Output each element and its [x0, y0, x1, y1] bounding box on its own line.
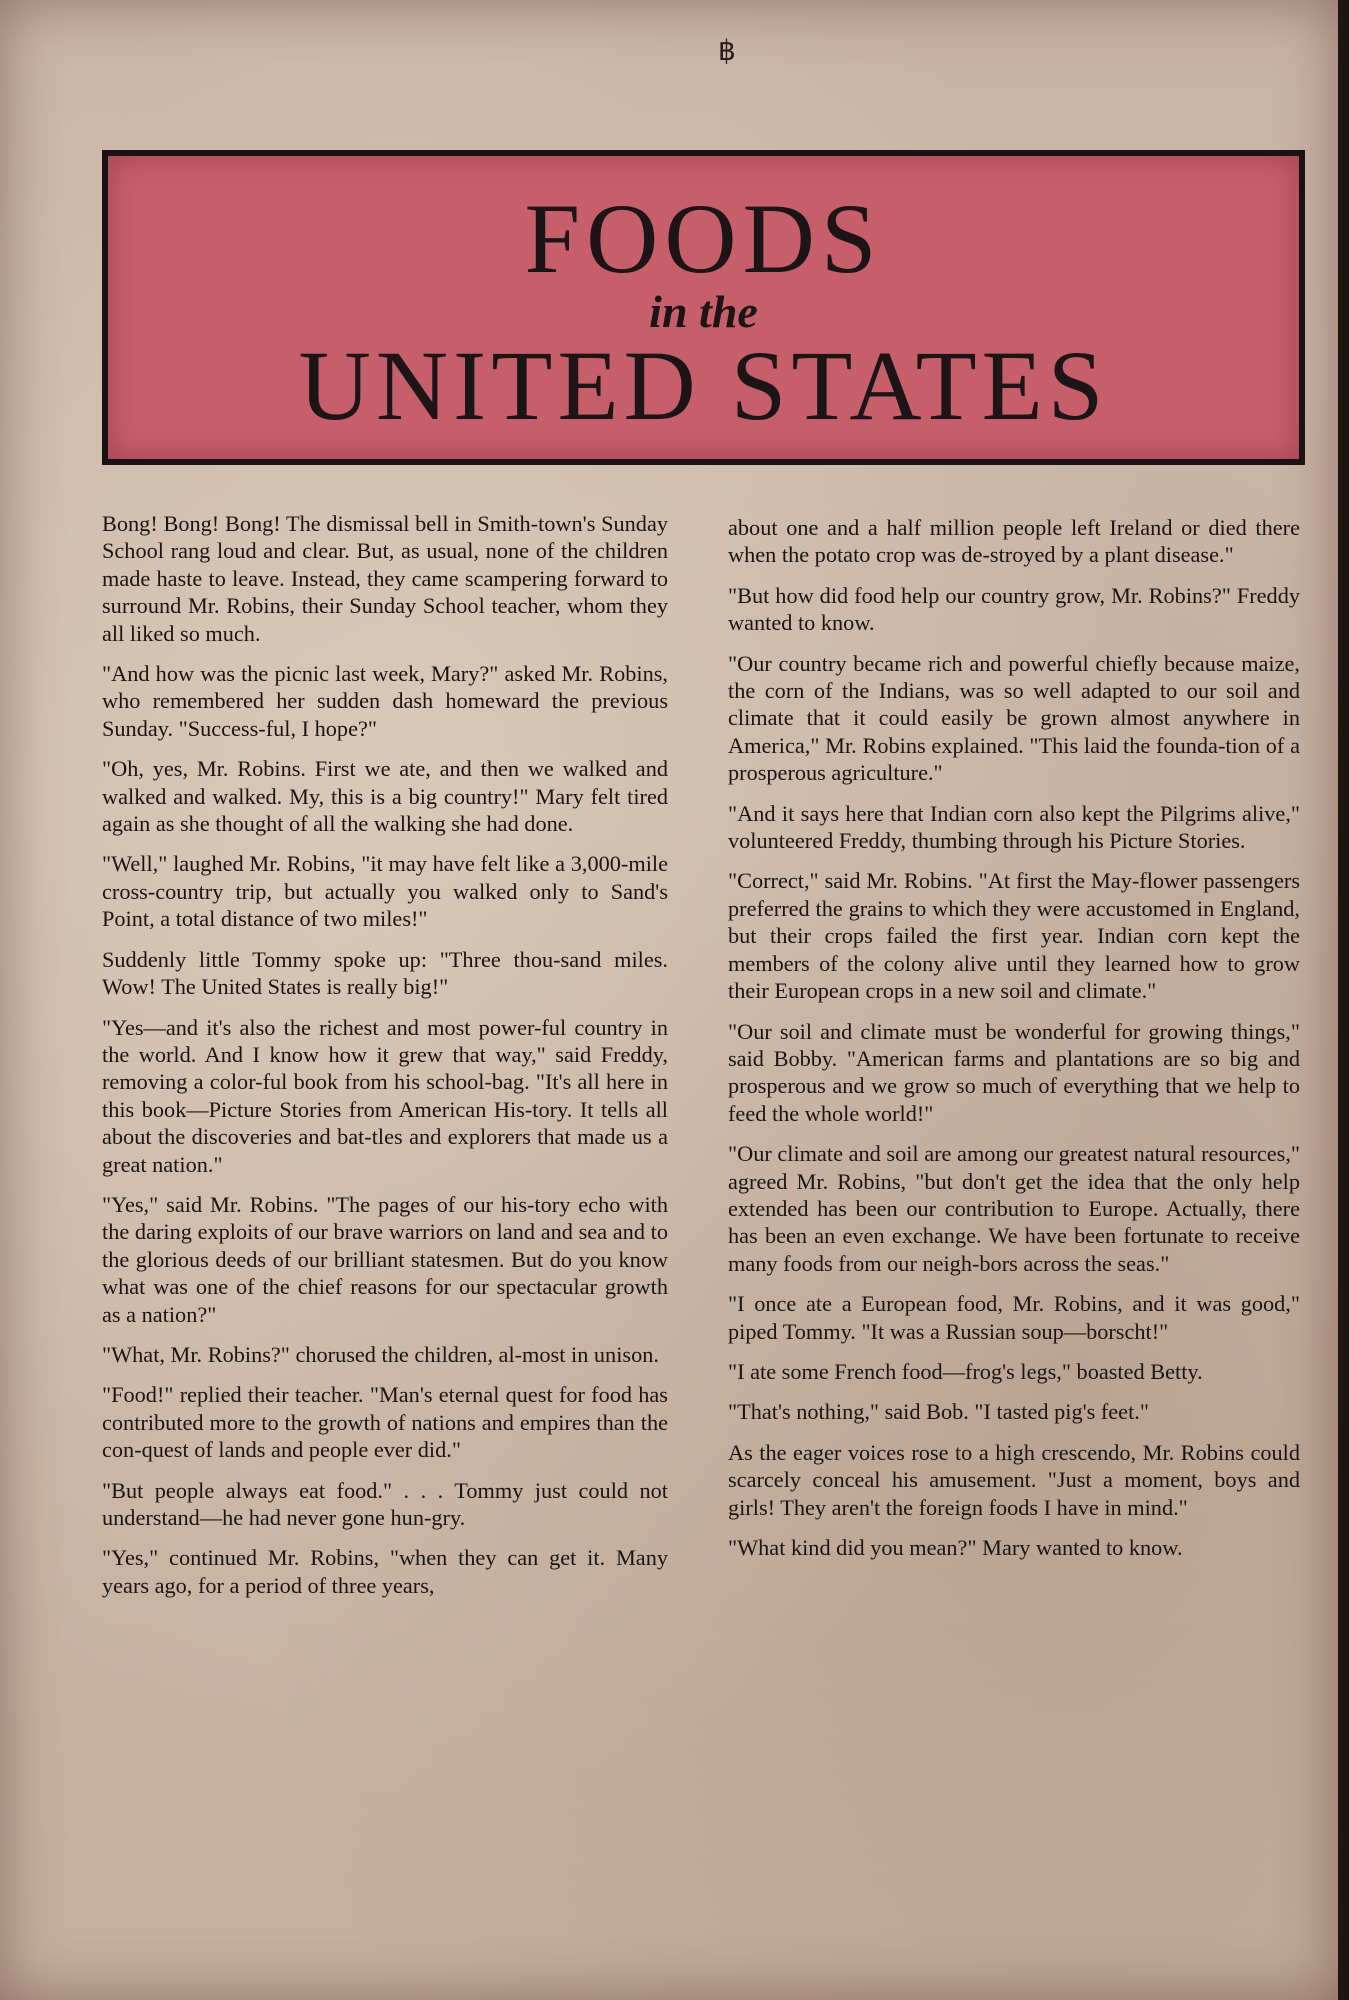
title-banner [102, 150, 1305, 465]
left-text-column [102, 510, 668, 1612]
paragraph: "Food!" replied their teacher. "Man's eternal quest for food has contributed more to the growth of nations and empires than the con-quest of lands and people ever did." [102, 1382, 668, 1463]
paragraph: Bong! Bong! Bong! The dismissal bell in Smith-town's Sunday School rang loud and clear. But, as usual, none of the children made haste to leave. Instead, they came scampering forward to surround Mr. Robins, their Sunday School teacher, whom they all liked so much. [102, 511, 668, 646]
paragraph: As the eager voices rose to a high crescendo, Mr. Robins could scarcely conceal his amusement. "Just a moment, boys and girls! They aren't the foreign foods I have in mind." [728, 1439, 1300, 1520]
title-united-states: UNITED STATES [298, 330, 1109, 441]
paragraph: "But how did food help our country grow, Mr. Robins?" Freddy wanted to know. [728, 582, 1300, 636]
paragraph: "Yes," said Mr. Robins. "The pages of our his-tory echo with the daring exploits of our brave warriors on land and sea and to the glorious deeds of our brilliant statesmen. But do you know what was one of the chief reasons for our spectacular growth as a nation?" [102, 1191, 668, 1327]
page-top-mark: ฿ [718, 34, 736, 67]
paragraph: about one and a half million people left Ireland or died there when the potato crop was de-stroyed by a plant disease." [728, 515, 1300, 568]
paragraph: "Correct," said Mr. Robins. "At first the May-flower passengers preferred the grains to which they were accustomed in England, but their crops failed the first year. Indian corn kept the members of the colony alive until they learned how to grow their European crops in a new soil and climate." [728, 868, 1300, 1004]
paragraph: "Oh, yes, Mr. Robins. First we ate, and then we walked and walked and walked. My, this is a big country!" Mary felt tired again as she thought of all the walking she had done. [102, 756, 668, 837]
paragraph: "And it says here that Indian corn also kept the Pilgrims alive," volunteered Freddy, thumbing through his Picture Stories. [728, 800, 1300, 854]
title-foods: FOODS [524, 183, 883, 294]
paragraph: "Our climate and soil are among our greatest natural resources," agreed Mr. Robins, "but don't get the idea that the only help extended has been our contribution to Europe. Actually, there has been an even exchange. We have been fortunate to receive many foods from our neigh-bors across the seas." [728, 1141, 1300, 1276]
paragraph: "Well," laughed Mr. Robins, "it may have felt like a 3,000-mile cross-country trip, but actually you walked only to Sand's Point, a total distance of two miles!" [102, 851, 668, 932]
paragraph: "And how was the picnic last week, Mary?" asked Mr. Robins, who remembered her sudden dash homeward the previous Sunday. "Success-ful, I hope?" [102, 661, 668, 741]
paragraph: "Our soil and climate must be wonderful for growing things," said Bobby. "American farms and plantations are so big and prosperous and we grow so much of everything that we help to feed the whole world!" [728, 1018, 1300, 1126]
paragraph: "I once ate a European food, Mr. Robins, and it was good," piped Tommy. "It was a Russian soup—borscht!" [728, 1291, 1300, 1344]
title-in-the: in the [649, 286, 758, 337]
paragraph: "I ate some French food—frog's legs," boasted Betty. [728, 1358, 1203, 1384]
paragraph: "Yes—and it's also the richest and most power-ful country in the world. And I know how it grew that way," said Freddy, removing a color-ful book from his school-bag. "It's all here in this book—Picture Stories from American His-tory. It tells all about the discoveries and bat-tles and explorers that made us a great nation." [102, 1014, 668, 1177]
paragraph: "That's nothing," said Bob. "I tasted pig's feet." [728, 1399, 1149, 1425]
paragraph: "But people always eat food." . . . Tommy just could not understand—he had never gone hun-gry. [102, 1477, 668, 1530]
paragraph: "Yes," continued Mr. Robins, "when they can get it. Many years ago, for a period of three years, [102, 1545, 668, 1598]
page-edge-shadow [1338, 0, 1349, 2000]
paragraph: "Our country became rich and powerful chiefly because maize, the corn of the Indians, was so well adapted to our soil and climate that it could easily be grown almost anywhere in America," Mr. Robins explained. "This laid the founda-tion of a prosperous agriculture." [728, 650, 1300, 786]
right-text-column [728, 514, 1300, 1574]
paragraph: "What, Mr. Robins?" chorused the children, al-most in unison. [102, 1341, 659, 1367]
paragraph: "What kind did you mean?" Mary wanted to know. [728, 1535, 1183, 1560]
paragraph: Suddenly little Tommy spoke up: "Three thou-sand miles. Wow! The United States is really big!" [102, 946, 668, 1000]
